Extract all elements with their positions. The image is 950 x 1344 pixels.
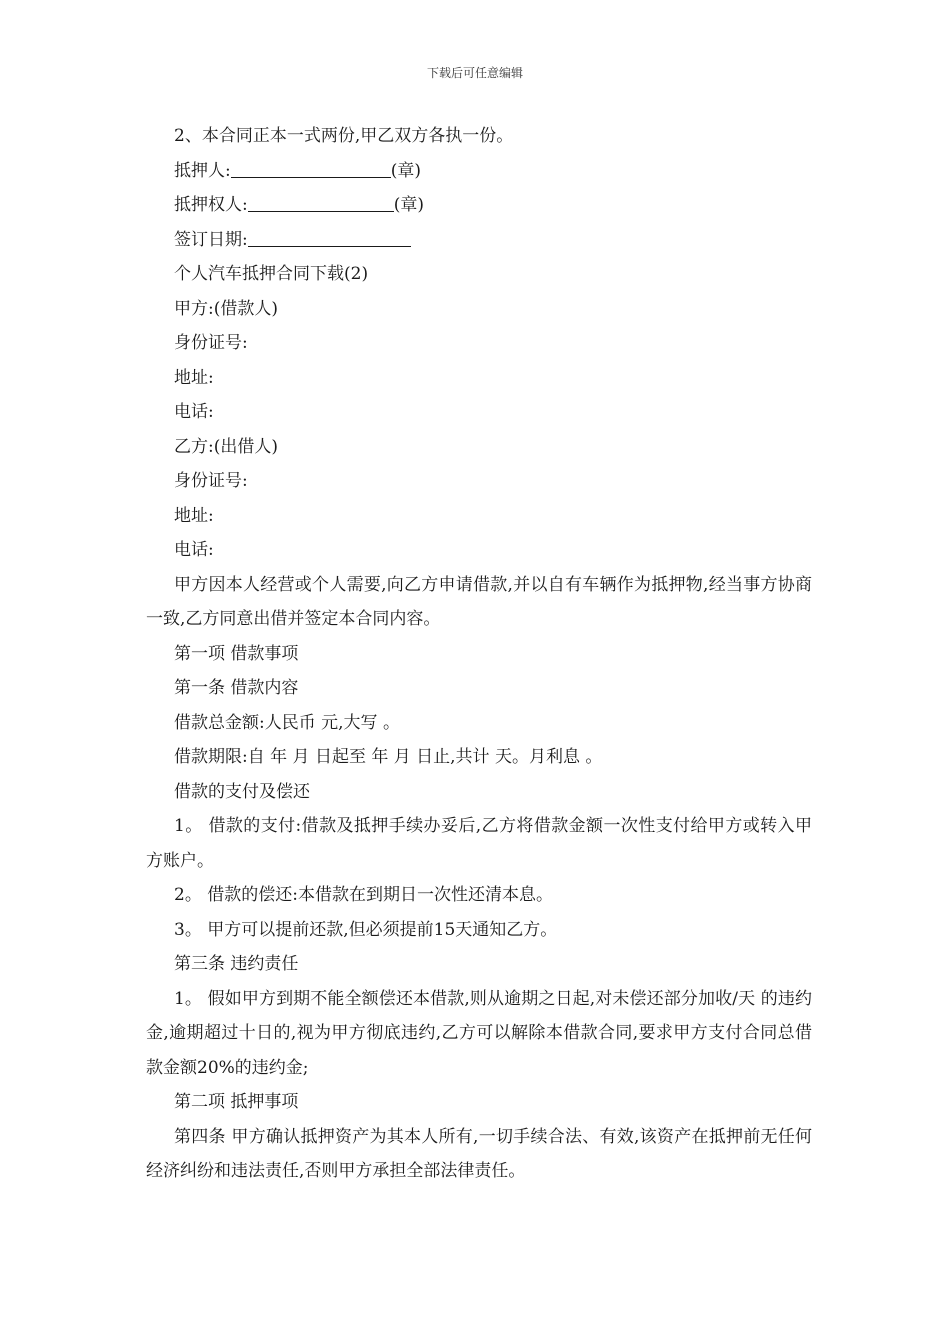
signing-date-blank bbox=[248, 226, 411, 247]
mortgagor-signature-line bbox=[146, 154, 812, 189]
party-a-phone: 电话: bbox=[174, 402, 214, 422]
party-b-id: 身份证号: bbox=[174, 471, 248, 491]
mortgagee-seal: (章) bbox=[393, 195, 424, 215]
contract-title-2: 个人汽车抵押合同下载(2) bbox=[174, 264, 369, 284]
payment-clause-2: 2。 借款的偿还:本借款在到期日一次性还清本息。 bbox=[174, 885, 553, 905]
document-body bbox=[146, 119, 812, 1189]
page-header: 下载后可任意编辑 bbox=[426, 66, 523, 80]
payment-heading: 借款的支付及偿还 bbox=[174, 781, 310, 802]
mortgagor-blank bbox=[231, 157, 391, 178]
mortgagor-label: 抵押人: bbox=[174, 160, 231, 181]
loan-amount: 借款总金额:人民币 元,大写 。 bbox=[174, 712, 400, 733]
party-a-address: 地址: bbox=[174, 367, 214, 388]
party-b-phone: 电话: bbox=[174, 540, 214, 560]
article-4-paragraph: 第四条 甲方确认抵押资产为其本人所有,一切手续合法、有效,该资产在抵押前无任何经济纠纷和违法责任,否则甲方承担全部法律责任。 bbox=[146, 1126, 812, 1181]
article-3-heading: 第三条 违约责任 bbox=[174, 954, 299, 974]
party-b-address: 地址: bbox=[174, 505, 214, 526]
mortgagor-seal: (章) bbox=[390, 160, 421, 181]
payment-clause-1: 1。 借款的支付:借款及抵押手续办妥后,乙方将借款金额一次性支付给甲方或转入甲方账户。 bbox=[146, 816, 812, 871]
article-1-heading: 第一条 借款内容 bbox=[174, 678, 299, 698]
payment-clause-3: 3。 甲方可以提前还款,但必须提前15天通知乙方。 bbox=[174, 919, 558, 940]
breach-clause-1: 1。 假如甲方到期不能全额偿还本借款,则从逾期之日起,对未偿还部分加收/天 的违约金,逾期超过十日的,视为甲方彻底违约,乙方可以解除本借款合同,要求甲方支付合同总借款金额20%的违约金; bbox=[146, 988, 812, 1078]
party-b: 乙方:(出借人) bbox=[174, 436, 278, 457]
party-a: 甲方:(借款人) bbox=[174, 298, 278, 319]
item-1-heading: 第一项 借款事项 bbox=[174, 643, 299, 664]
loan-term: 借款期限:自 年 月 日起至 年 月 日止,共计 天。月利息 。 bbox=[174, 747, 603, 767]
intro-paragraph: 甲方因本人经营或个人需要,向乙方申请借款,并以自有车辆作为抵押物,经当事方协商一致,乙方同意出借并签定本合同内容。 bbox=[146, 574, 812, 629]
mortgagee-signature-line bbox=[146, 188, 812, 223]
signing-date-line bbox=[146, 223, 812, 258]
clause-copies: 2、本合同正本一式两份,甲乙双方各执一份。 bbox=[174, 126, 514, 146]
signing-date-label: 签订日期: bbox=[174, 229, 248, 250]
item-2-heading: 第二项 抵押事项 bbox=[174, 1092, 299, 1112]
mortgagee-blank bbox=[248, 191, 394, 212]
party-a-id: 身份证号: bbox=[174, 333, 248, 353]
mortgagee-label: 抵押权人: bbox=[174, 195, 248, 215]
